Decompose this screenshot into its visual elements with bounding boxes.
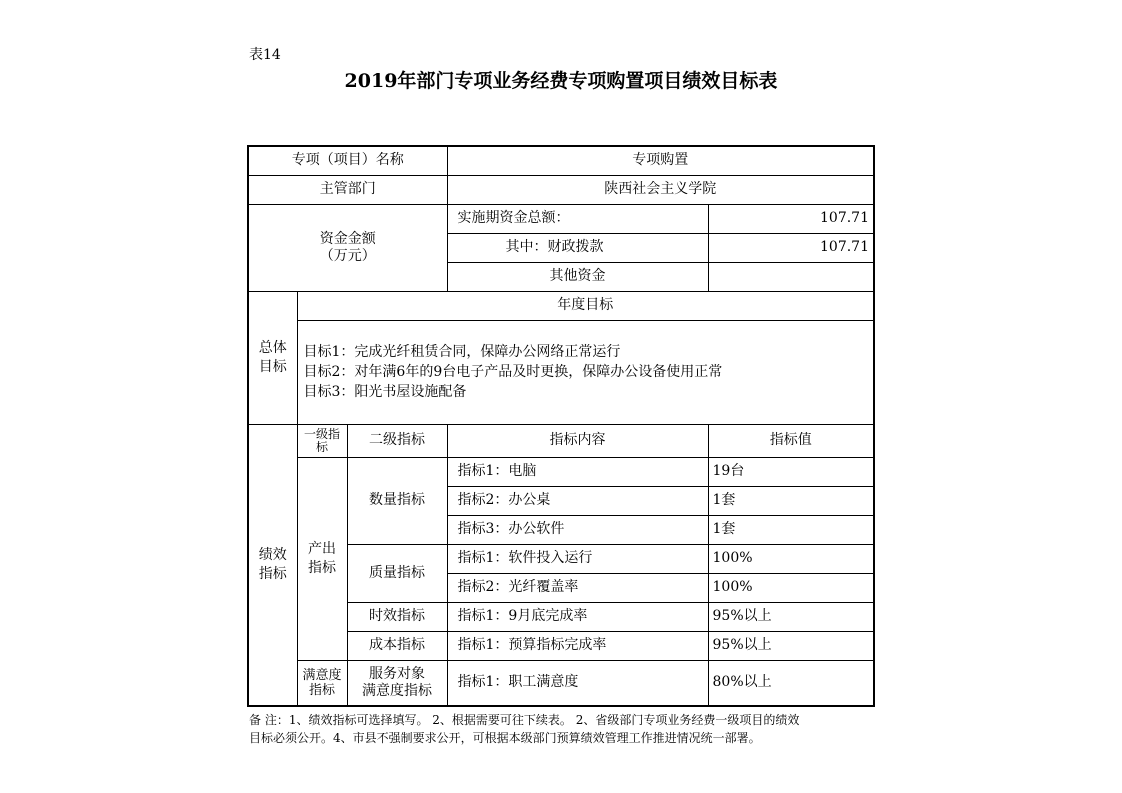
funds-amount-label [248, 204, 447, 291]
level2-header: 二级指标 [347, 424, 447, 457]
quality-indicator-label: 质量指标 [347, 544, 447, 602]
service-label-line2: 满意度指标 [362, 682, 432, 699]
footnotes [249, 711, 879, 747]
footnote-line: 目标必须公开。4、市县不强制要求公开，可根据本级部门预算绩效管理工作推进情况统一部署。 [249, 731, 761, 745]
annual-goals-row [248, 320, 874, 424]
total-funds-label: 实施期资金总额： [447, 204, 708, 233]
indicator-value: 19台 [708, 457, 874, 486]
output-indicator-label: 产出指标 [297, 457, 347, 660]
fiscal-funds-label: 其中：财政拨款 [447, 233, 708, 262]
footnote-line: 备 注：1、绩效指标可选择填写。 2、根据需要可往下续表。 2、省级部门专项业务经费一级项目的绩效 [249, 713, 800, 727]
project-name-row [248, 146, 874, 175]
cost-indicator-label: 成本指标 [347, 631, 447, 660]
indicator-value: 100% [708, 573, 874, 602]
indicator-content: 指标2：办公桌 [447, 486, 708, 515]
annual-goal-label: 年度目标 [297, 291, 874, 320]
goal-item: 目标2：对年满6年的9台电子产品及时更换，保障办公设备使用正常 [303, 364, 723, 380]
indicator-value: 95%以上 [708, 602, 874, 631]
overall-goal-label: 总体目标 [248, 291, 297, 424]
project-name-value: 专项购置 [447, 146, 874, 175]
level1-header: 一级指标 [297, 424, 347, 457]
indicator-value: 95%以上 [708, 631, 874, 660]
project-name-label: 专项（项目）名称 [248, 146, 447, 175]
indicator-content: 指标1：9月底完成率 [447, 602, 708, 631]
indicator-content: 指标1：预算指标完成率 [447, 631, 708, 660]
content-header: 指标内容 [447, 424, 708, 457]
department-label: 主管部门 [248, 175, 447, 204]
annual-goals [297, 320, 874, 424]
service-label-line1: 服务对象 [369, 665, 425, 682]
satisfaction-indicator-label: 满意度指标 [297, 660, 347, 706]
funds-total-row [248, 204, 874, 233]
department-value: 陕西社会主义学院 [447, 175, 874, 204]
total-funds-value: 107.71 [708, 204, 874, 233]
indicator-content: 指标1：软件投入运行 [447, 544, 708, 573]
table-row [248, 457, 874, 486]
indicator-content: 指标1：电脑 [447, 457, 708, 486]
value-header: 指标值 [708, 424, 874, 457]
table-row [248, 660, 874, 706]
indicator-value: 100% [708, 544, 874, 573]
indicator-value: 1套 [708, 515, 874, 544]
indicator-value: 1套 [708, 486, 874, 515]
page-title: 2019年部门专项业务经费专项购置项目绩效目标表 [344, 70, 778, 92]
indicator-content: 指标1：职工满意度 [447, 660, 708, 706]
other-funds-label: 其他资金 [447, 262, 708, 291]
department-row [248, 175, 874, 204]
performance-target-table [247, 145, 875, 707]
indicator-content: 指标2：光纤覆盖率 [447, 573, 708, 602]
performance-indicator-label: 绩效指标 [248, 424, 297, 706]
table-number: 表14 [249, 47, 281, 63]
goal-item: 目标3：阳光书屋设施配备 [303, 384, 467, 400]
funds-label-line2: （万元） [319, 247, 376, 264]
quantity-indicator-label: 数量指标 [347, 457, 447, 544]
indicator-header-row [248, 424, 874, 457]
goal-item: 目标1：完成光纤租赁合同，保障办公网络正常运行 [303, 344, 621, 360]
annual-goal-header-row [248, 291, 874, 320]
fiscal-funds-value: 107.71 [708, 233, 874, 262]
service-satisfaction-label [347, 660, 447, 706]
indicator-content: 指标3：办公软件 [447, 515, 708, 544]
funds-label-line1: 资金金额 [319, 230, 376, 247]
timeliness-indicator-label: 时效指标 [347, 602, 447, 631]
indicator-value: 80%以上 [708, 660, 874, 706]
other-funds-value [708, 262, 874, 291]
